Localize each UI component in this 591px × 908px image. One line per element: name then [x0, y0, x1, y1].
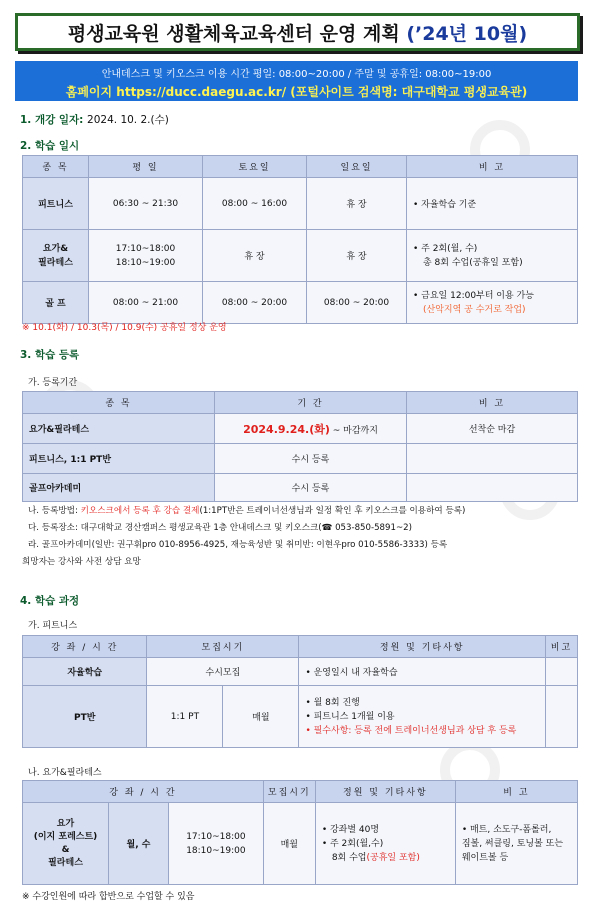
row-name: 골 프 [23, 282, 89, 324]
detail-cell: • 운영일시 내 자율학습 [299, 658, 546, 686]
title-main: 평생교육원 생활체육교육센터 운영 계획 [67, 22, 400, 45]
period-suffix: ~ 마감까지 [329, 425, 378, 436]
info-hours: 안내데스크 및 키오스크 이용 시간 평일: 08:00~20:00 / 주말 및 공휴일: 08:00~19:00 [101, 69, 492, 80]
row-name: 요가& 필라테스 [23, 230, 89, 282]
section2-heading: 2. 학습 일시 [20, 140, 80, 152]
note-cell [407, 444, 578, 474]
header-note: 비 고 [407, 392, 578, 414]
header-note: 비고 [546, 636, 578, 658]
final-note: ※ 수강인원에 따라 합반으로 수업할 수 있음 [22, 892, 195, 902]
table-row [23, 658, 578, 686]
row-name: 자율학습 [23, 658, 147, 686]
header-course: 강 좌 / 시 간 [23, 781, 264, 803]
weekday-hours: 06:30 ~ 21:30 [89, 178, 203, 230]
detail-line: • 주 2회(월,수) [321, 838, 384, 849]
note-line: (산악지역 공 수거로 작업) [423, 304, 526, 315]
section1-heading [20, 112, 169, 127]
header-period: 기 간 [215, 392, 407, 414]
section1-title: 1. 개강 일자: [20, 114, 84, 126]
table-row [23, 474, 578, 502]
detail-line [322, 851, 455, 865]
detail-line: • 강좌별 40명 [321, 824, 380, 835]
detail-cell [299, 686, 546, 748]
detail-cell [315, 803, 455, 885]
yoga-pilates-label: 나. 요가&필라테스 [28, 768, 102, 778]
section4-heading: 4. 학습 과정 [20, 595, 80, 607]
table-row [23, 230, 578, 282]
sunday-hours: 휴 장 [307, 230, 407, 282]
table-row [23, 444, 578, 474]
note-cell [407, 178, 578, 230]
header-note: 비 고 [407, 156, 578, 178]
table-row [23, 686, 578, 748]
course-days: 월, 수 [109, 803, 169, 885]
period-date: 2024.9.24.(화) [243, 422, 330, 436]
table-row [23, 178, 578, 230]
schedule-table [22, 155, 578, 324]
detail-line: • 필수사항: 등록 전에 트레이너선생님과 상담 후 등록 [305, 725, 517, 736]
header-sunday: 일요일 [307, 156, 407, 178]
title-accent: (’24년 10월) [406, 22, 528, 45]
header-note: 비 고 [455, 781, 577, 803]
period-cell: 수시 등록 [215, 444, 407, 474]
note-cell [546, 686, 578, 748]
header-course: 강 좌 / 시 간 [23, 636, 147, 658]
header-sport: 종 목 [23, 156, 89, 178]
saturday-hours: 08:00 ~ 16:00 [203, 178, 307, 230]
detail-line: • 피트니스 1개월 이용 [305, 711, 395, 722]
note-line: • 주 2회(월, 수) [413, 243, 478, 254]
detail-line: • 월 8회 진행 [305, 697, 360, 708]
course-time: 17:10~18:00 18:10~19:00 [169, 803, 264, 885]
header-sport: 종 목 [23, 392, 215, 414]
recruit-period: 수시모집 [147, 658, 299, 686]
note-cell [407, 230, 578, 282]
note-cell [546, 658, 578, 686]
page-title [15, 13, 580, 51]
opening-date: 2024. 10. 2.(수) [87, 114, 169, 126]
registration-method [28, 503, 578, 520]
table-row [23, 414, 578, 444]
header-recruit: 모집시기 [263, 781, 315, 803]
period-cell [215, 414, 407, 444]
course-time: 1:1 PT [147, 686, 223, 748]
method-label: 나. 등록방법: [28, 506, 81, 516]
period-cell: 수시 등록 [215, 474, 407, 502]
table-row [23, 803, 578, 885]
saturday-hours: 08:00 ~ 20:00 [203, 282, 307, 324]
detail-holiday: (공휴일 포함) [366, 852, 420, 863]
header-saturday: 토요일 [203, 156, 307, 178]
method-highlight: 키오스크에서 등록 후 강습 결제 [80, 506, 200, 516]
registration-period-label: 가. 등록기간 [28, 378, 78, 388]
saturday-hours: 휴 장 [203, 230, 307, 282]
holiday-note: ※ 10.1(화) / 10.3(목) / 10.9(수) 공휴일 정상 운영 [22, 323, 227, 333]
info-homepage[interactable]: 홈페이지 https://ducc.daegu.ac.kr/ (포털사이트 검색명: 대구대학교 평생교육관) [65, 85, 528, 99]
row-name: 요가 (이지 포레스트) & 필라테스 [23, 803, 109, 885]
registration-place: 다. 등록장소: 대구대학교 경산캠퍼스 평생교육관 1층 안내데스크 및 키오스크(☎ 053-850-5891~2) [28, 523, 412, 533]
recruit-period: 매월 [223, 686, 299, 748]
fitness-label: 가. 피트니스 [28, 621, 78, 631]
note-cell [407, 474, 578, 502]
row-name: 요가&필라테스 [23, 414, 215, 444]
header-detail: 정원 및 기타사항 [315, 781, 455, 803]
note-line: • 자율학습 기준 [413, 200, 477, 210]
registration-table [22, 391, 578, 502]
golf-academy-line: 희망자는 강사와 사전 상담 요망 [22, 557, 141, 567]
table-row [23, 282, 578, 324]
yoga-course-table [22, 780, 578, 885]
weekday-hours: 17:10~18:00 18:10~19:00 [89, 230, 203, 282]
section3-heading: 3. 학습 등록 [20, 349, 80, 361]
row-name: 피트니스, 1:1 PT반 [23, 444, 215, 474]
recruit-period: 매월 [263, 803, 315, 885]
golf-academy-line: 라. 골프아카데미(일반: 권구휘pro 010-8956-4925, 재능육성반 및 취미반: 이현우pro 010-5586-3333) 등록 [28, 540, 448, 550]
sunday-hours: 08:00 ~ 20:00 [307, 282, 407, 324]
note-line: • 금요일 12:00부터 이용 가능 [413, 290, 534, 301]
header-recruit: 모집시기 [147, 636, 299, 658]
note-line: 총 8회 수업(공휴일 포함) [423, 257, 523, 268]
header-detail: 정원 및 기타사항 [299, 636, 546, 658]
method-detail: (1:1PT반은 트레이너선생님과 일정 확인 후 키오스크를 이용하여 등록) [199, 506, 466, 516]
weekday-hours: 08:00 ~ 21:00 [89, 282, 203, 324]
note-cell: 선착순 마감 [407, 414, 578, 444]
note-cell: • 매트, 소도구-폼롤러, 짐볼, 써클링, 토닝볼 또는 웨이트볼 등 [455, 803, 577, 885]
detail-count: 8회 수업 [331, 852, 367, 863]
header-weekday: 평 일 [89, 156, 203, 178]
info-banner [15, 61, 578, 101]
fitness-course-table [22, 635, 578, 748]
note-cell [407, 282, 578, 324]
row-name: PT반 [23, 686, 147, 748]
row-name: 골프아카데미 [23, 474, 215, 502]
row-name: 피트니스 [23, 178, 89, 230]
sunday-hours: 휴 장 [307, 178, 407, 230]
